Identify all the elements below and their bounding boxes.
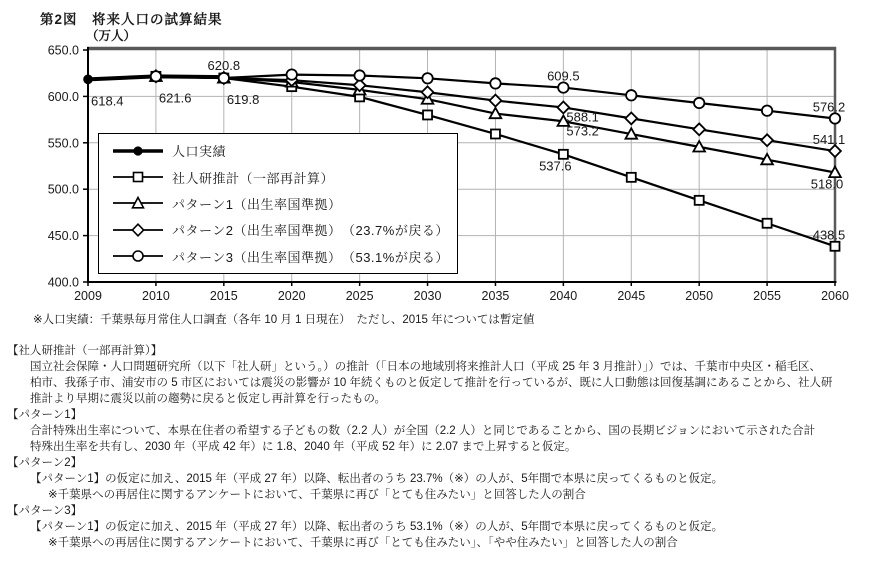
legend-marker-triangle-icon bbox=[111, 195, 165, 211]
x-tick-label: 2009 bbox=[74, 289, 102, 303]
data-point-label: 588.1 bbox=[566, 109, 599, 125]
x-tick-label: 2020 bbox=[277, 289, 306, 303]
x-tick-label: 2045 bbox=[617, 289, 646, 303]
data-point-label: 619.8 bbox=[226, 92, 260, 108]
x-tick-label: 2010 bbox=[142, 289, 170, 303]
legend-marker-diamond-icon bbox=[111, 222, 165, 238]
legend-marker-circle-icon bbox=[111, 248, 165, 264]
data-point-label: 618.4 bbox=[91, 93, 124, 109]
y-tick-label: 400.0 bbox=[47, 275, 79, 290]
y-axis-unit-label: （万人） bbox=[86, 29, 137, 43]
x-tick-label: 2015 bbox=[209, 289, 238, 303]
marker-square bbox=[627, 173, 636, 182]
marker-circle bbox=[694, 98, 704, 108]
footnotes bbox=[0, 312, 876, 551]
legend-label: 社人研推計（一部再計算） bbox=[172, 170, 335, 186]
x-tick-label: 2030 bbox=[413, 289, 442, 303]
section-heading-pattern1: 【パターン1】 bbox=[7, 409, 83, 421]
section-text: 合計特殊出生率について、本県在住者の希望する子どもの数（2.2 人）が全国（2.2 人）と同じであることから、国の長期ビジョンにおいて示された合計 bbox=[30, 425, 816, 437]
y-tick-label: 650.0 bbox=[47, 43, 79, 58]
population-actual-note: ※人口実績：千葉県毎月常住人口調査（各年 10 月 1 日現在） ただし、2015 年については暫定値 bbox=[33, 314, 535, 326]
marker-circle bbox=[626, 90, 636, 100]
x-tick-label: 2025 bbox=[345, 289, 374, 303]
y-tick-label: 450.0 bbox=[47, 229, 79, 244]
data-point-label: 438.5 bbox=[812, 227, 846, 243]
section-heading-shajinken: 【社人研推計（一部再計算）】 bbox=[7, 345, 163, 357]
data-point-label: 537.6 bbox=[539, 158, 572, 174]
marker-square bbox=[423, 110, 432, 119]
marker-circle bbox=[422, 73, 432, 83]
marker-circle bbox=[490, 78, 500, 88]
legend-item-pattern2 bbox=[111, 220, 457, 239]
marker-diamond bbox=[625, 112, 637, 124]
data-point-label: 609.5 bbox=[547, 68, 580, 84]
marker-square bbox=[491, 129, 500, 138]
marker-filled-circle bbox=[83, 75, 93, 85]
x-tick-label: 2040 bbox=[549, 289, 578, 303]
marker-diamond bbox=[693, 123, 705, 135]
marker-circle bbox=[287, 69, 297, 79]
marker-circle bbox=[219, 73, 229, 83]
marker-square bbox=[763, 219, 772, 228]
legend-item-actual bbox=[111, 141, 457, 160]
marker-circle bbox=[558, 82, 568, 92]
section-text: 国立社会保障・人口問題研究所（以下「社人研」という。）の推計（「日本の地域別将来推計人口（平成 25 年 3 月推計）」）では、千葉市中央区・稲毛区、 bbox=[30, 361, 821, 373]
x-tick-label: 2060 bbox=[821, 289, 849, 303]
section-heading-pattern2: 【パターン2】 bbox=[7, 457, 83, 469]
y-tick-label: 550.0 bbox=[47, 136, 79, 151]
legend-label: 人口実績 bbox=[172, 144, 227, 160]
x-tick-label: 2035 bbox=[481, 289, 510, 303]
data-point-label: 621.6 bbox=[158, 90, 192, 106]
marker-circle bbox=[830, 113, 840, 123]
y-tick-label: 600.0 bbox=[47, 89, 79, 104]
chart-legend bbox=[98, 133, 458, 274]
section-text: 柏市、我孫子市、浦安市の 5 市区においては震災の影響が 10 年続くものと仮定して推計を行っているが、既に人口動態は回復基調にあることから、社人研 bbox=[30, 377, 833, 389]
marker-square bbox=[831, 242, 840, 251]
legend-item-shajinken bbox=[111, 168, 457, 187]
marker-square bbox=[695, 196, 704, 205]
marker-diamond bbox=[761, 134, 773, 146]
legend-label: パターン2（出生率国準拠） （23.7%が戻る） bbox=[172, 223, 449, 239]
section-text: 推計より早期に震災以前の趨勢に戻ると仮定し再計算を行ったもの。 bbox=[30, 393, 387, 405]
data-point-label: 573.2 bbox=[566, 123, 599, 139]
section-subnote: ※千葉県への再居住に関するアンケートにおいて、千葉県に再び「とても住みたい」と回答した人の割合 bbox=[48, 489, 586, 501]
marker-circle bbox=[151, 71, 161, 81]
legend-marker-square-icon bbox=[111, 169, 165, 185]
data-point-label: 576.2 bbox=[812, 99, 846, 115]
data-point-label: 620.8 bbox=[207, 58, 241, 74]
x-tick-label: 2055 bbox=[753, 289, 781, 303]
x-tick-label: 2050 bbox=[685, 289, 714, 303]
y-tick-label: 500.0 bbox=[47, 182, 79, 197]
legend-marker-filled-circle-icon bbox=[111, 143, 165, 159]
data-point-label: 518.0 bbox=[810, 176, 844, 192]
legend-item-pattern1 bbox=[111, 194, 457, 213]
section-heading-pattern3: 【パターン3】 bbox=[7, 505, 83, 517]
marker-circle bbox=[354, 70, 364, 80]
section-subnote: ※千葉県への再居住に関するアンケートにおいて、千葉県に再び「とても住みたい」、「やや住みたい」と回答した人の割合 bbox=[48, 537, 678, 549]
legend-label: パターン1（出生率国準拠） bbox=[172, 196, 342, 212]
legend-item-pattern3 bbox=[111, 247, 457, 266]
section-text: 【パターン1】の仮定に加え、2015 年（平成 27 年）以降、転出者のうち 23.7%（※）の人が、5年間で本県に戻ってくるものと仮定。 bbox=[30, 473, 724, 485]
data-point-label: 541.1 bbox=[812, 132, 846, 148]
legend-label: パターン3（出生率国準拠） （53.1%が戻る） bbox=[172, 249, 449, 265]
section-text: 特殊出生率を共有し、2030 年（平成 42 年）に 1.8、2040 年（平成 52 年）に 2.07 まで上昇すると仮定。 bbox=[30, 441, 577, 453]
marker-circle bbox=[762, 105, 772, 115]
figure-title: 第2図 将来人口の試算結果 bbox=[40, 12, 223, 27]
section-text: 【パターン1】の仮定に加え、2015 年（平成 27 年）以降、転出者のうち 53.1%（※）の人が、5年間で本県に戻ってくるものと仮定。 bbox=[30, 521, 724, 533]
